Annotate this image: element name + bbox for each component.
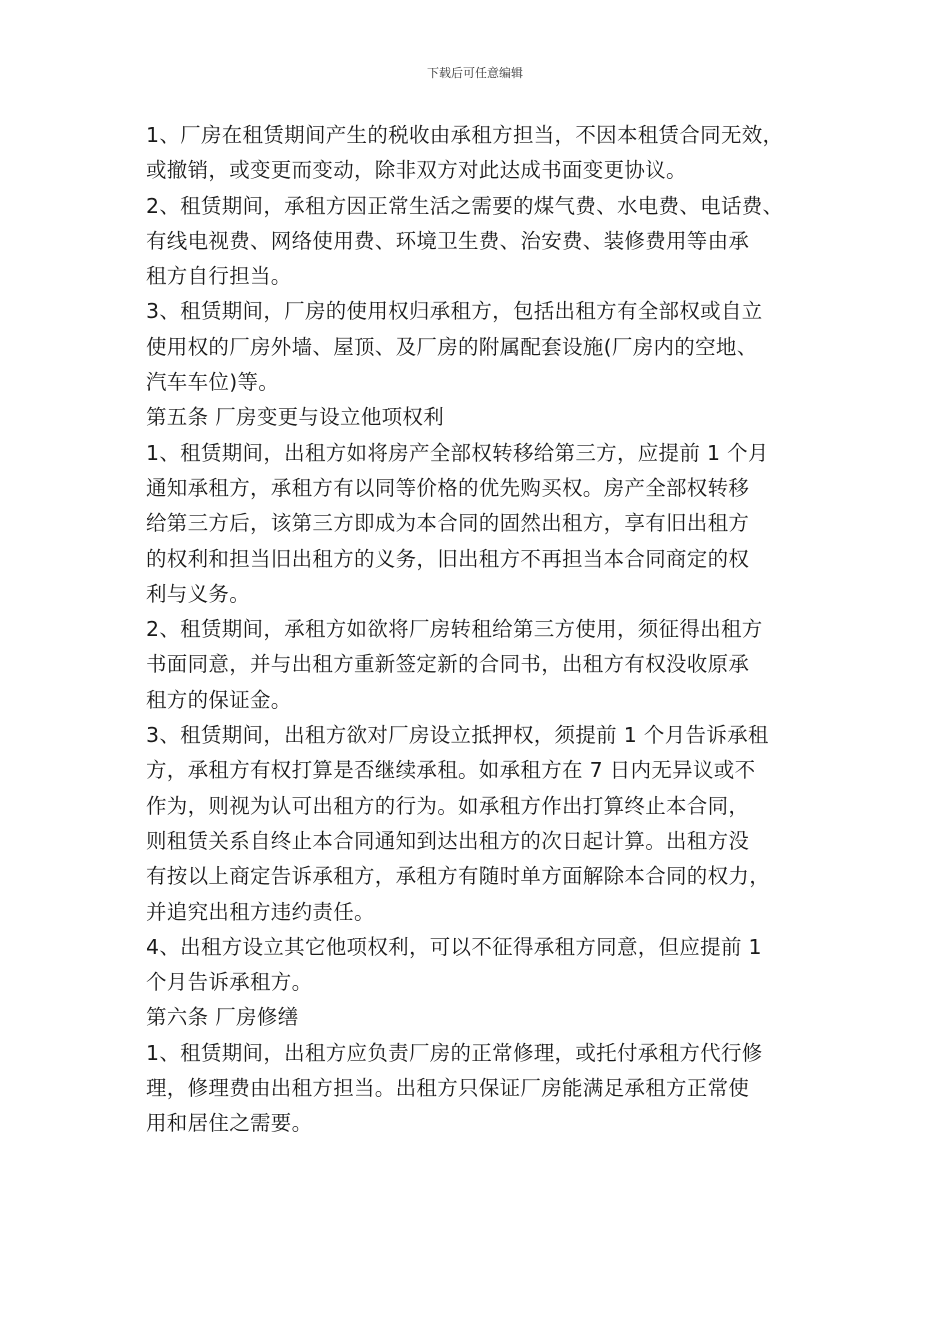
text-line: 第六条 厂房修缮 [146,1005,299,1030]
text-line: 作为，则视为认可出租方的行为。如承租方作出打算终止本合同， [146,793,750,818]
text-line: 汽车车位)等。 [146,370,280,395]
paragraph [146,930,826,1001]
text-line: 租方的保证金。 [146,687,292,712]
text-line: 有按以上商定告诉承租方，承租方有随时单方面解除本合同的权力， [146,864,770,889]
paragraph [146,436,826,612]
text-line: 3、租赁期间，出租方欲对厂房设立抵押权，须提前 1 个月告诉承租 [146,723,769,748]
text-line: 第五条 厂房变更与设立他项权利 [146,405,445,430]
text-line: 通知承租方，承租方有以同等价格的优先购买权。房产全部权转移 [146,475,750,500]
text-line: 用和居住之需要。 [146,1111,313,1136]
paragraph [146,612,826,718]
text-line: 2、租赁期间，承租方如欲将厂房转租给第三方使用，须征得出租方 [146,617,763,642]
text-line: 1、厂房在租赁期间产生的税收由承租方担当，不因本租赁合同无效， [146,123,784,147]
text-line: 个月告诉承租方。 [146,970,313,995]
text-line: 给第三方后，该第三方即成为本合同的固然出租方，享有旧出租方 [146,511,750,536]
text-line: 租方自行担当。 [146,264,292,289]
paragraph [146,718,826,930]
text-line: 或撤销，或变更而变动，除非双方对此达成书面变更协议。 [146,158,687,183]
text-line: 并追究出租方违约责任。 [146,899,375,924]
text-line: 使用权的厂房外墙、屋顶、及厂房的附属配套设施(厂房内的空地、 [146,334,758,359]
section-heading [146,1000,826,1035]
text-line: 有线电视费、网络使用费、环境卫生费、治安费、装修费用等由承 [146,228,750,253]
text-line: 的权利和担当旧出租方的义务，旧出租方不再担当本合同商定的权 [146,546,750,571]
document-body [146,118,826,1142]
paragraph [146,1036,826,1142]
page-header: 下载后可任意编辑 [426,66,523,80]
text-line: 2、租赁期间，承租方因正常生活之需要的煤气费、水电费、电话费、 [146,193,784,218]
text-line: 1、租赁期间，出租方如将房产全部权转移给第三方，应提前 1 个月 [146,440,769,465]
text-line: 理，修理费由出租方担当。出租方只保证厂房能满足承租方正常使 [146,1076,750,1101]
text-line: 则租赁关系自终止本合同通知到达出租方的次日起计算。出租方没 [146,828,750,853]
section-heading [146,400,826,435]
text-line: 1、租赁期间，出租方应负责厂房的正常修理，或托付承租方代行修 [146,1040,763,1065]
text-line: 书面同意，并与出租方重新签定新的合同书，出租方有权没收原承 [146,652,750,677]
text-line: 利与义务。 [146,581,250,606]
paragraph [146,294,826,400]
text-line: 4、出租方设立其它他项权利，可以不征得承租方同意，但应提前 1 [146,934,762,959]
paragraph [146,189,826,295]
text-line: 3、租赁期间，厂房的使用权归承租方，包括出租方有全部权或自立 [146,299,763,324]
text-line: 方，承租方有权打算是否继续承租。如承租方在 7 日内无异议或不 [146,758,756,783]
paragraph [146,118,826,189]
